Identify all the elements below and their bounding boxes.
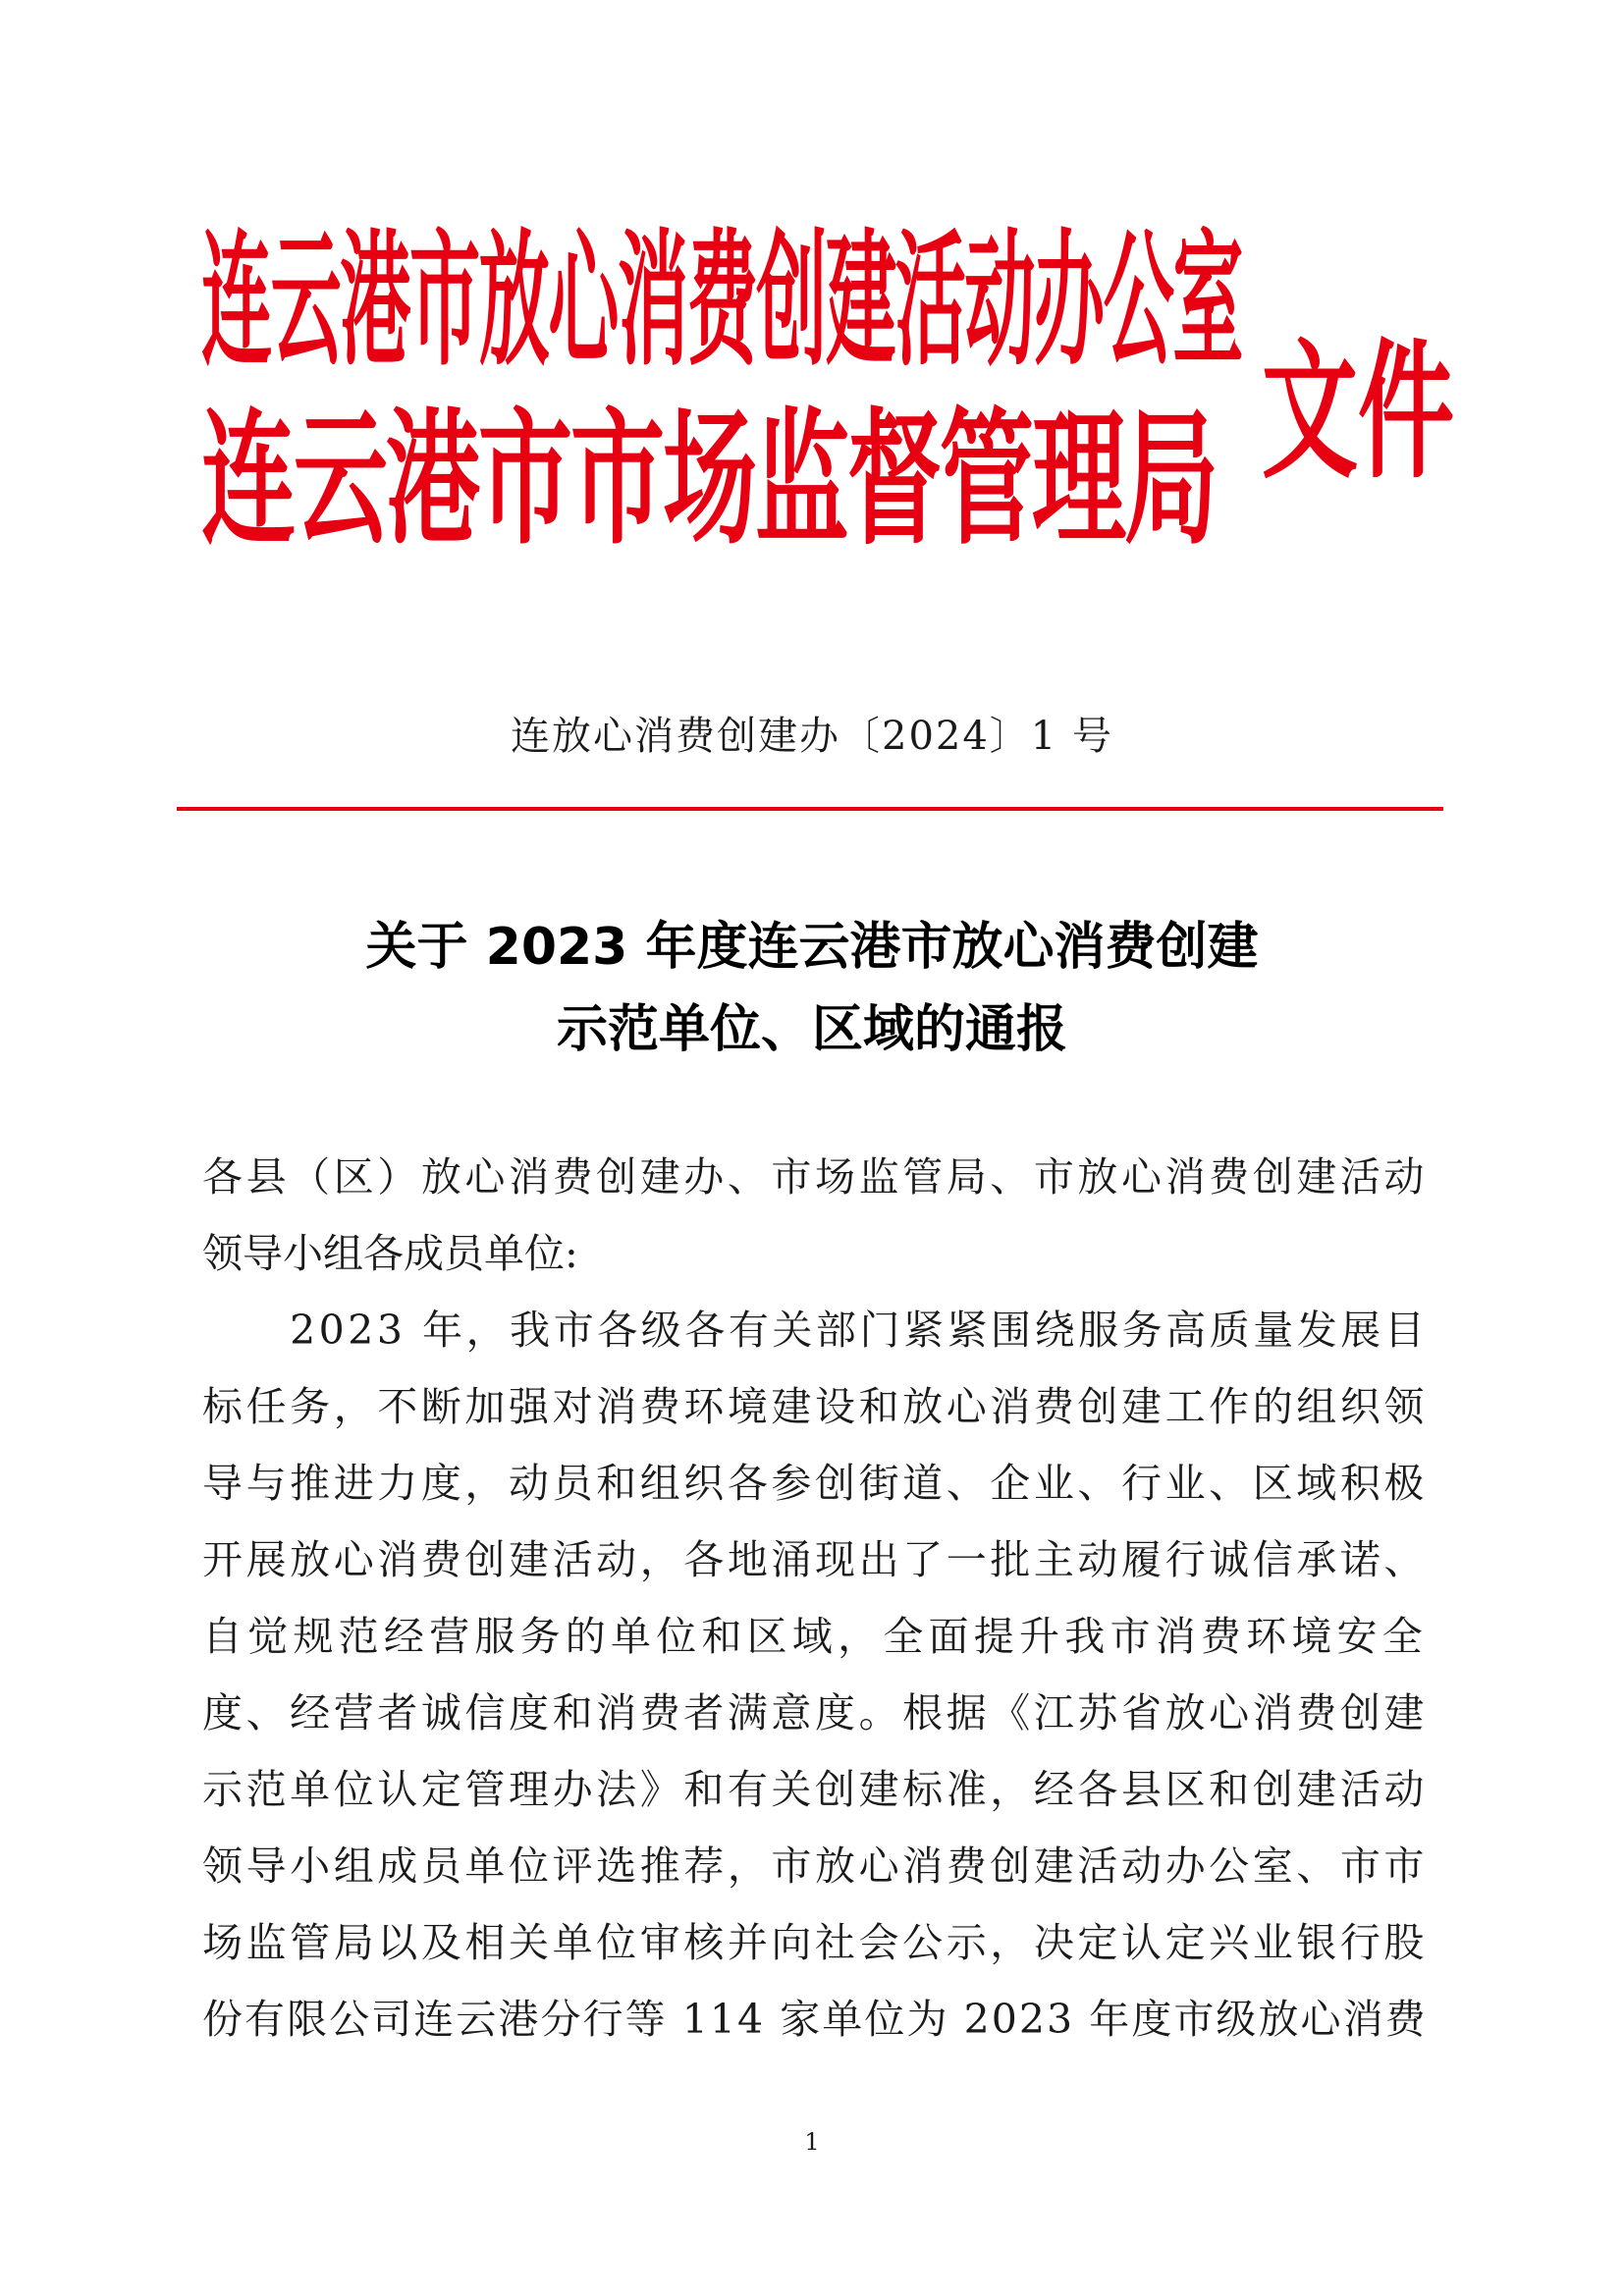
body-line: 领导小组成员单位评选推荐，市放心消费创建活动办公室、市市	[202, 1842, 1428, 1890]
issuer-name-bureau: 连云港市市场监督管理局	[201, 394, 1217, 565]
body-line: 场监管局以及相关单位审核并向社会公示，决定认定兴业银行股	[202, 1919, 1428, 1966]
body-line: 导与推进力度，动员和组织各参创街道、企业、行业、区域积极	[202, 1460, 1428, 1507]
red-divider-line	[177, 807, 1443, 811]
issuer-name-office: 连云港市放心消费创建活动办公室	[201, 215, 1242, 387]
body-line: 示范单位认定管理办法》和有关创建标准，经各县区和创建活动	[202, 1766, 1428, 1813]
body-line: 份有限公司连云港分行等 114 家单位为 2023 年度市级放心消费	[202, 1996, 1428, 2043]
document-number: 连放心消费创建办〔2024〕1 号	[511, 714, 1113, 759]
body-line: 度、经营者诚信度和消费者满意度。根据《江苏省放心消费创建	[202, 1689, 1428, 1736]
body-line: 2023 年，我市各级各有关部门紧紧围绕服务高质量发展目	[202, 1307, 1429, 1354]
body-line: 开展放心消费创建活动，各地涌现出了一批主动履行诚信承诺、	[202, 1536, 1428, 1583]
body-line: 自觉规范经营服务的单位和区域，全面提升我市消费环境安全	[202, 1613, 1428, 1660]
body-line-addressee-cont: 领导小组各成员单位:	[202, 1230, 578, 1277]
body-line-addressee: 各县（区）放心消费创建办、市场监管局、市放心消费创建活动	[202, 1153, 1428, 1201]
document-title-line-1: 关于 2023 年度连云港市放心消费创建	[365, 918, 1259, 977]
document-title-line-2: 示范单位、区域的通报	[556, 1000, 1067, 1059]
document-type-label: 文件	[1262, 326, 1455, 501]
page-number: 1	[804, 2128, 820, 2156]
body-line: 标任务，不断加强对消费环境建设和放心消费创建工作的组织领	[202, 1383, 1428, 1430]
